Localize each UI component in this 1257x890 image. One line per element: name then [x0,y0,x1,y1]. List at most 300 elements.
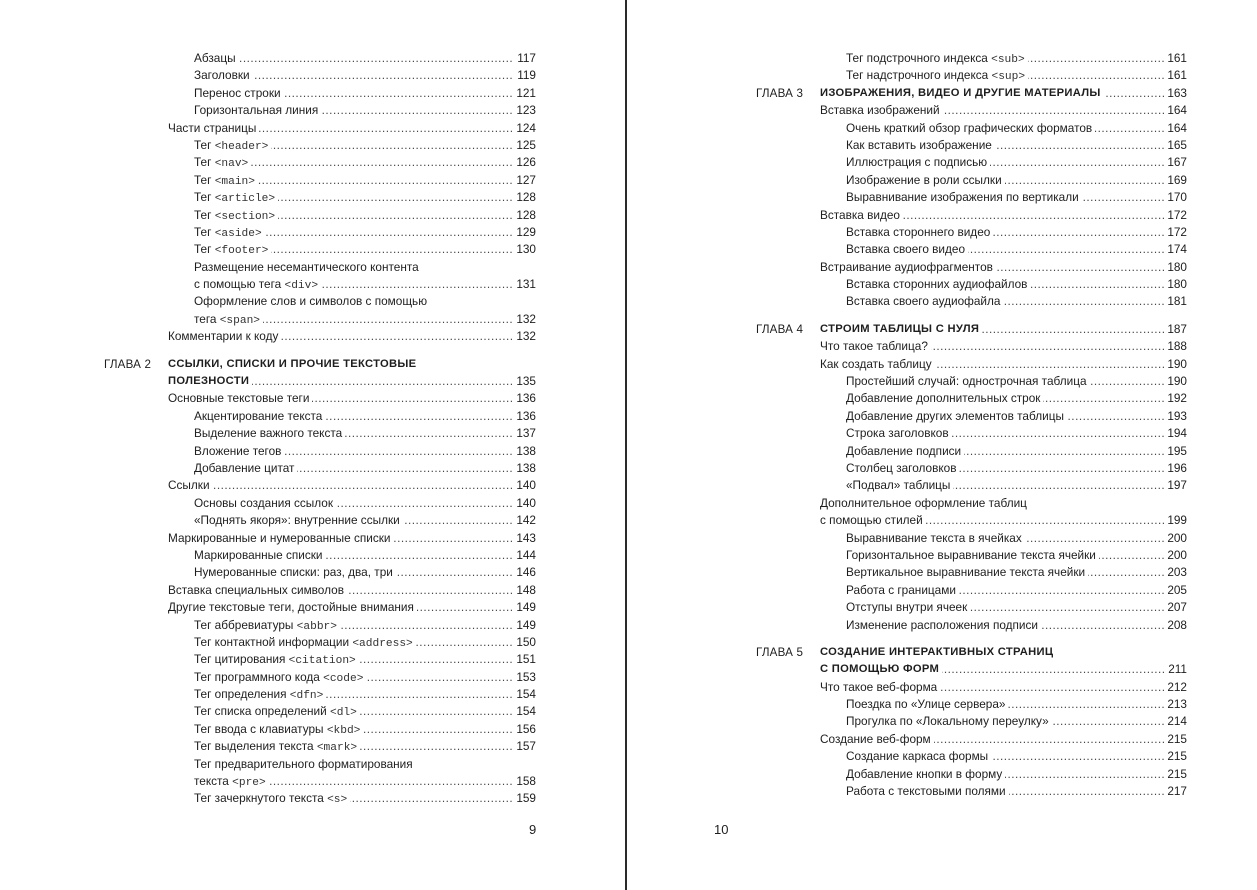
toc-entry-text: СТРОИМ ТАБЛИЦЫ С НУЛЯ [820,322,980,335]
toc-entry-title [194,293,430,310]
toc-page-number: 153 [513,669,536,686]
toc-entry-title [194,547,326,564]
toc-entry-title [846,748,991,765]
toc-entry-text: ССЫЛКИ, СПИСКИ И ПРОЧИЕ ТЕКСТОВЫЕ [168,357,417,370]
toc-entry-text: Другие текстовые теги, достойные внимания [168,600,414,615]
toc-page-number: 128 [513,207,536,224]
toc-entry-text: Добавление других элементов таблицы [846,408,1064,423]
toc-entry-title [194,425,345,442]
toc-entry-text: Изображение в роли ссылки [846,172,1002,187]
toc-entry-title [846,189,1082,206]
html-tag-code: <dl> [330,707,357,720]
toc-entry-text: Добавление дополнительных строк [846,391,1041,406]
toc-entry-text: Вставка видео [820,207,900,222]
toc-entry-text: Тег [194,242,215,257]
toc-entry [168,276,536,293]
toc-entry-text: «Поднять якоря»: внутренние ссылки [194,513,400,528]
toc-entry [820,276,1187,293]
toc-entry-text: Вложение тегов [194,443,282,458]
toc-entry-text: Тег [194,224,215,239]
chapter-label: ГЛАВА 4 [756,322,804,336]
toc-entry-text: Тег надстрочного индекса [846,68,992,83]
toc-entry-title [846,599,970,616]
toc-entry-text: Строка заголовков [846,426,949,441]
toc-page-number: 125 [513,137,536,154]
toc-entry [820,50,1187,67]
toc-page-number: 161 [1164,50,1187,67]
toc-entry-text: с помощью стилей [820,513,923,528]
html-tag-code: <sub> [991,54,1025,66]
toc-entry-text: Выравнивание изображения по вертикали [846,190,1079,205]
toc-page-number: 170 [1164,189,1187,206]
toc-entry-text: с помощью тега [194,277,285,292]
toc-entry-text: Абзацы [194,51,236,65]
toc-entry-text: Что такое таблица? [820,339,928,354]
toc-entry [820,530,1187,547]
toc-entry-title [846,443,964,460]
toc-entry-title [846,390,1043,407]
toc-entry-text: Работа с текстовыми полями [846,784,1006,799]
toc-entry [820,679,1187,696]
toc-entry-text: Как создать таблицу [820,356,932,371]
toc-entry-title [820,85,1104,102]
toc-entry [168,686,536,703]
toc-entry [168,582,536,599]
toc-entry-text: Простейший случай: однострочная таблица [846,374,1087,389]
toc-entry-title [820,356,935,373]
toc-page-number: 197 [1164,477,1187,494]
toc-entry-text: Акцентирование текста [194,408,323,423]
toc-page-number: 149 [513,599,536,616]
html-tag-code: <pre> [232,777,266,790]
toc-page-number: 164 [1164,102,1187,119]
toc-entry [168,102,536,119]
toc-page-number: 148 [513,582,536,599]
chapter-label: ГЛАВА 2 [104,357,152,371]
toc-entry [820,599,1187,616]
toc-entry-text: Добавление цитат [194,460,295,475]
toc-entry [168,120,536,137]
toc-entry [168,634,536,651]
toc-entry-title [846,530,1025,547]
toc-entry [168,425,536,442]
toc-page-number: 154 [513,686,536,703]
toc-entry [168,443,536,460]
toc-entry [820,713,1187,730]
toc-entry [820,582,1187,599]
toc-entry-text: Создание каркаса формы [846,749,989,764]
toc-page-number: 163 [1164,85,1187,102]
toc-entry [820,154,1187,171]
toc-entry-title [194,756,416,773]
chapter-label: ГЛАВА 5 [756,645,804,659]
toc-entry-text: Очень краткий обзор графических форматов [846,120,1093,135]
html-tag-code: <header> [214,140,269,153]
toc-entry-text: Оформление слов и символов с помощью [194,294,428,309]
toc-entry-text: Выравнивание текста в ячейках [846,530,1022,545]
toc-page-number: 213 [1164,696,1187,713]
toc-entry [820,512,1187,529]
toc-entry-text: Создание веб-форм [820,731,931,746]
toc-page-number: 161 [1164,67,1187,84]
toc-page-number: 138 [513,460,536,477]
toc-entry [168,67,536,84]
toc-entry [820,477,1187,494]
toc-entry-text: Основные текстовые теги [168,391,310,406]
toc-entry-title [820,644,1056,661]
toc-entry [820,293,1187,310]
toc-entry [820,207,1187,224]
toc-page-number: 137 [513,425,536,442]
toc-page-number: 143 [513,530,536,547]
toc-chapter-entry [756,85,1187,102]
toc-entry-title [820,321,982,338]
toc-page-number: 131 [513,276,536,293]
toc-page-number: 138 [513,443,536,460]
toc-page-number: 217 [1164,783,1187,800]
toc-entry-title [820,512,926,529]
toc-entry-text: Тег [194,207,215,222]
toc-page-number: 180 [1164,259,1187,276]
toc-entry [820,390,1187,407]
toc-page-number: 140 [513,495,536,512]
toc-entry-title [194,85,284,102]
toc-entry-title [846,564,1088,581]
toc-entry-text: Добавление подписи [846,443,962,458]
toc-entry-title [846,137,995,154]
html-tag-code: <nav> [214,158,249,171]
toc-page-number: 207 [1164,599,1187,616]
toc-entry [820,617,1187,634]
toc-page-number: 129 [513,224,536,241]
leader-dots [168,477,536,494]
toc-entry-text: Заголовки [194,68,250,83]
html-tag-code: <span> [219,314,261,327]
toc-entry [168,669,536,686]
toc-page-number: 187 [1164,321,1187,338]
toc-entry-text: Тег программного кода [194,669,324,684]
toc-entry-title [846,617,1041,634]
html-tag-code: <dfn> [289,690,324,703]
toc-entry-text: Маркированные списки [194,547,323,562]
toc-entry-text: Тег подстрочного индекса [846,51,992,65]
toc-entry-text: ПОЛЕЗНОСТИ [168,375,250,388]
toc-entry-text: «Подвал» таблицы [846,478,951,493]
toc-entry [168,241,536,258]
toc-entry [168,460,536,477]
toc-entry-title [846,224,993,241]
toc-page-number: 119 [514,67,536,84]
toc-entry-text: Добавление кнопки в форму [846,766,1003,781]
toc-entry-text: Тег списка определений [194,704,330,719]
toc-entry-title [194,790,350,809]
toc-entry-title [846,276,1030,293]
toc-page-number: 214 [1164,713,1187,730]
toc-entry-text: Встраивание аудиофрагментов [820,259,993,274]
html-tag-code: <code> [323,672,364,685]
html-tag-code: <kbd> [326,724,361,737]
toc-entry-text: Тег цитирования [194,652,289,667]
toc-entry [168,224,536,241]
toc-entry-title [168,530,394,547]
toc-entry-title [846,477,953,494]
toc-entry-title [846,582,959,599]
toc-entry [168,564,536,581]
toc-entry [820,172,1187,189]
toc-entry [820,696,1187,713]
toc-left-page [104,50,536,808]
toc-entry [820,443,1187,460]
toc-entry-text: Тег выделения текста [194,739,317,754]
toc-page-number: 144 [513,547,536,564]
toc-entry [820,189,1187,206]
toc-entry [820,766,1187,783]
html-tag-code: <s> [327,794,348,807]
toc-entry-text: Вставка изображений [820,103,940,118]
toc-entry-title [820,338,931,355]
toc-entry [820,259,1187,276]
toc-page-number: 150 [513,634,536,651]
html-tag-code: <citation> [288,655,356,668]
toc-entry-text: Тег [194,172,215,187]
toc-page-number: 190 [1164,356,1187,373]
toc-entry [820,67,1187,84]
toc-page-number: 212 [1164,679,1187,696]
toc-entry [168,154,536,171]
toc-entry-title [194,512,403,529]
toc-entry-title [168,599,417,616]
toc-entry-title [846,696,1008,713]
toc-entry-text: Как вставить изображение [846,137,992,152]
toc-entry-text: Маркированные и нумерованные списки [168,530,391,545]
toc-page-number: 132 [513,311,536,328]
toc-entry-title [194,102,321,119]
toc-entry-text: Работа с границами [846,582,956,597]
toc-chapter-entry [820,661,1187,678]
toc-page-number: 180 [1164,276,1187,293]
toc-chapter-entry [756,321,1187,338]
toc-entry [168,390,536,407]
toc-entry [168,408,536,425]
toc-page-number: 154 [513,703,536,720]
toc-page-number: 215 [1164,748,1187,765]
toc-entry-title [846,241,968,258]
toc-entry [168,50,536,67]
toc-entry-text: Горизонтальная линия [194,103,319,118]
toc-entry [168,311,536,328]
toc-page-number: 200 [1164,547,1187,564]
toc-chapter-entry [756,644,1187,661]
toc-page-number: 169 [1164,172,1187,189]
toc-entry-text: Вставка своего видео [846,242,966,257]
toc-page-number: 132 [513,328,536,345]
toc-entry-text: Тег предварительного форматирования [194,756,413,771]
toc-entry-text: Иллюстрация с подписью [846,155,988,170]
toc-entry [168,773,536,790]
toc-entry-title [846,154,990,171]
toc-spacer [820,311,1187,321]
toc-page-number: 124 [513,120,536,137]
toc-entry [168,259,536,276]
toc-entry-title [168,120,259,137]
toc-entry-text: Части страницы [168,120,257,135]
toc-entry [168,756,536,773]
toc-entry-text: Вставка специальных символов [168,582,344,597]
toc-entry [820,748,1187,765]
toc-entry-text: тега [194,311,220,326]
toc-entry [168,617,536,634]
toc-entry [820,356,1187,373]
toc-entry-title [820,661,942,678]
toc-entry [820,241,1187,258]
toc-entry-text: Тег аббревиатуры [194,617,297,632]
toc-entry-title [846,425,952,442]
toc-right-page [756,50,1187,800]
toc-page-number: 128 [513,189,536,206]
toc-entry [820,102,1187,119]
toc-page-number: 151 [513,651,536,668]
toc-entry-title [846,373,1090,390]
toc-entry-title [820,679,940,696]
toc-entry-text: Комментарии к коду [168,329,279,344]
toc-chapter-entry [104,356,536,373]
toc-entry-title [846,766,1005,783]
toc-page-number: 159 [513,790,536,807]
toc-page-number: 195 [1164,443,1187,460]
toc-entry-title [846,713,1052,730]
toc-entry-text: Изменение расположения подписи [846,617,1038,632]
toc-entry [168,477,536,494]
toc-entry-title [194,408,325,425]
html-tag-code: <footer> [214,245,269,258]
toc-entry [820,224,1187,241]
toc-entry-text: Размещение несемантического контента [194,259,419,274]
toc-entry-title [194,259,422,276]
toc-entry [168,651,536,668]
toc-entry [820,495,1187,512]
toc-page-number: 158 [513,773,536,790]
html-tag-code: <main> [214,175,255,188]
toc-entry-title [194,443,284,460]
toc-entry [820,783,1187,800]
toc-entry-title [168,582,347,599]
toc-entry-title [846,783,1009,800]
toc-page-number: 190 [1164,373,1187,390]
toc-page-number: 205 [1164,582,1187,599]
toc-entry [168,512,536,529]
toc-entry [168,328,536,345]
html-tag-code: <aside> [214,227,262,240]
toc-page-number: 127 [513,172,536,189]
toc-entry-text: Вертикальное выравнивание текста ячейки [846,565,1086,580]
html-tag-code: <abbr> [296,620,337,633]
toc-page-number: 140 [513,477,536,494]
toc-page-number: 196 [1164,460,1187,477]
toc-entry-title [168,477,213,494]
toc-page-number: 172 [1164,224,1187,241]
html-tag-code: <article> [214,193,276,206]
toc-page-number: 121 [513,85,536,102]
toc-entry [820,338,1187,355]
toc-entry-title [194,495,336,512]
toc-entry-text: Тег [194,190,215,205]
toc-page-number: 126 [513,154,536,171]
toc-page-number: 193 [1164,408,1187,425]
toc-entry-text: Поездка по «Улице сервера» [846,697,1006,712]
toc-entry-text: ИЗОБРАЖЕНИЯ, ВИДЕО И ДРУГИЕ МАТЕРИАЛЫ [820,86,1101,99]
toc-entry-title [168,390,312,407]
toc-entry [820,120,1187,137]
html-tag-code: <sup> [991,71,1026,84]
toc-page-number: 167 [1164,154,1187,171]
toc-entry-title [820,259,996,276]
chapter-label: ГЛАВА 3 [756,86,804,100]
toc-entry [168,172,536,189]
toc-entry-text: Прогулка по «Локальному переулку» [846,714,1049,729]
toc-entry [168,137,536,154]
toc-entry [168,790,536,807]
toc-entry-title [846,460,959,477]
toc-entry-title [846,547,1099,564]
toc-entry-title [168,373,252,390]
toc-entry-title [820,102,943,119]
toc-entry-text: Нумерованные списки: раз, два, три [194,565,393,580]
toc-entry-title [846,120,1095,137]
toc-page-number: 194 [1164,425,1187,442]
toc-page-number: 192 [1164,390,1187,407]
toc-entry-text: Тег контактной информации [194,634,353,649]
toc-entry-text: СОЗДАНИЕ ИНТЕРАКТИВНЫХ СТРАНИЦ [820,645,1054,658]
toc-entry-text: Вставка стороннего видео [846,224,991,239]
toc-page-number: 174 [1164,241,1187,258]
toc-page-number: 157 [513,738,536,755]
toc-chapter-entry [168,373,536,390]
toc-page-number: 199 [1164,512,1187,529]
toc-page-number: 117 [514,50,536,67]
toc-entry-title [820,207,903,224]
toc-entry-text: Горизонтальное выравнивание текста ячейки [846,547,1096,562]
toc-page-number: 215 [1164,766,1187,783]
toc-entry-text: С ПОМОЩЬЮ ФОРМ [820,663,940,676]
toc-entry-text: Ссылки [168,478,210,493]
toc-page-number: 211 [1165,661,1187,678]
toc-entry-text: Столбец заголовков [846,460,957,475]
page-number-right: 10 [714,822,729,837]
toc-entry-text: Перенос строки [194,85,281,100]
toc-page-number: 181 [1164,293,1187,310]
toc-page-number: 123 [513,102,536,119]
toc-entry-title [846,293,1003,310]
page-divider [625,0,627,890]
toc-entry-title [820,731,934,748]
toc-page-number: 142 [513,512,536,529]
html-tag-code: <section> [214,210,276,223]
toc-entry-title [846,172,1005,189]
toc-entry-text: Тег ввода с клавиатуры [194,721,327,736]
toc-entry [168,85,536,102]
toc-page-number: 156 [513,721,536,738]
toc-spacer [820,634,1187,644]
toc-page-number: 135 [513,373,536,390]
toc-entry-text: Дополнительное оформление таблиц [820,495,1027,510]
toc-entry-title [194,564,396,581]
toc-page-number: 130 [513,241,536,258]
toc-page-number: 215 [1164,731,1187,748]
toc-entry [168,703,536,720]
page-number-left: 9 [529,822,537,837]
toc-entry-title [168,356,419,373]
toc-page-number: 203 [1164,564,1187,581]
